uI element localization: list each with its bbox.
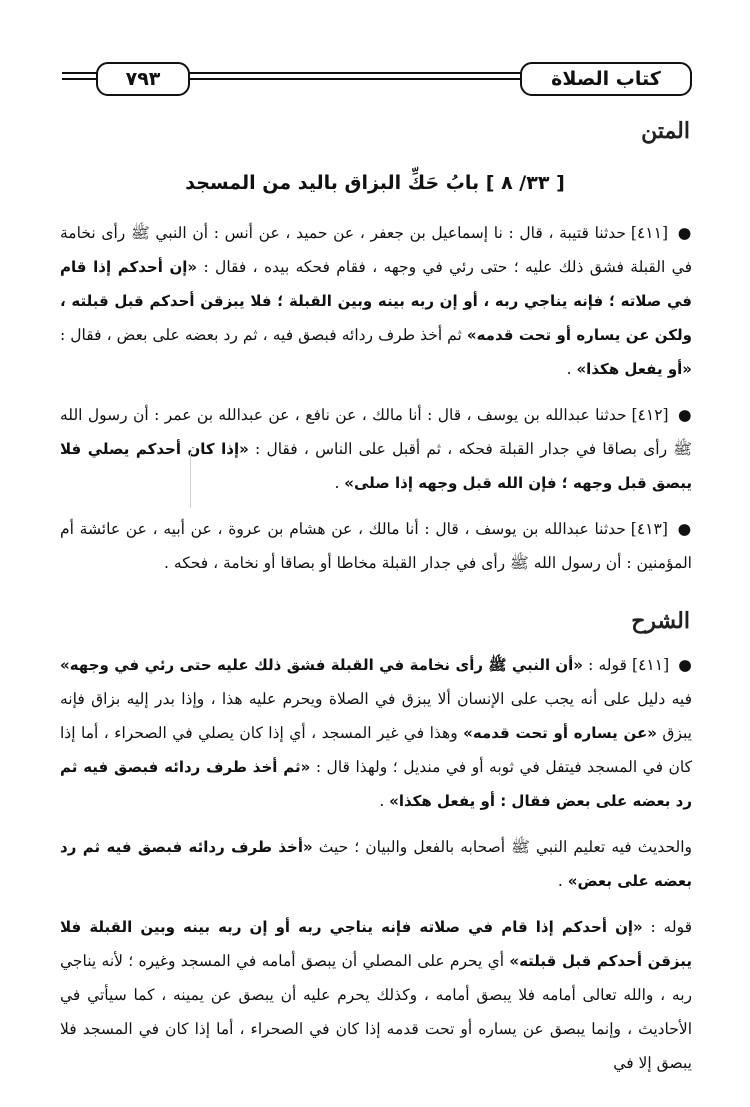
sharh-section [60, 648, 692, 1080]
page-header [62, 62, 692, 94]
bullet-icon: ● [678, 656, 693, 674]
hadith-413: ● [٤١٣] حدثنا عبدالله بن يوسف ، قال : أنا مالك ، عن هشام بن عروة ، عن أبيه ، عن عائشة أم المؤمنين : أن رسول الله ﷺ رأى في جدار القبلة مخاطا أو بصاقا أو نخامة ، فحكه . [60, 520, 692, 572]
hadith-411: ● [٤١١] حدثنا قتيبة ، قال : نا إسماعيل بن جعفر ، عن حميد ، عن أنس : أن النبي ﷺ رأى نخامة في القبلة فشق ذلك عليه ؛ حتى رئي في وجهه ، فقام فحكه بيده ، فقال : «إن أحدكم إذا قام في صلاته ؛ فإنه يناجي ربه ، أو إن ربه بينه وبين القبلة ؛ فلا يبزقن أحدكم قبل قبلته ، ولكن عن يساره أو تحت قدمه» ثم أخذ طرف ردائه فبصق فيه ، ثم رد بعضه على بعض ، فقال : «أو يفعل هكذا» . [60, 224, 692, 378]
matn-section [60, 216, 692, 580]
sharh-label: الشرح [631, 608, 690, 634]
chapter-title: [ ٣٣/ ٨ ] بابُ حَكِّ البزاق باليد من المسجد [185, 172, 565, 194]
bullet-icon: ● [677, 520, 692, 538]
bullet-icon: ● [677, 224, 692, 242]
column-divider [190, 452, 191, 508]
book-title: كتاب الصلاة [520, 62, 692, 96]
matn-label: المتن [641, 118, 690, 144]
hadith-412: ● [٤١٢] حدثنا عبدالله بن يوسف ، قال : أنا مالك ، عن نافع ، عن عبدالله بن عمر : أن رسول الله ﷺ رأى بصاقا في جدار القبلة فحكه ، ثم أقبل على الناس ، فقال : «إذا كان أحدكم يصلي فلا يبصق قبل وجهه ؛ فإن الله قبل وجهه إذا صلى» . [60, 406, 692, 492]
sharh-411: ● [٤١١] قوله : «أن النبي ﷺ رأى نخامة في القبلة فشق ذلك عليه حتى رئي في وجهه» فيه دليل على أنه يجب على الإنسان ألا يبزق في الصلاة ويحرم عليه هذا ، وإذا بدر إليه بزاق فإنه يبزق «عن يساره أو تحت قدمه» وهذا في غير المسجد ، أي إذا كان يصلي في الصحراء ، أما إذا كان في المسجد فيتفل في ثوبه أو في منديل ؛ ولهذا قال : «ثم أخذ طرف ردائه فبصق فيه ثم رد بعضه على بعض فقال : أو يفعل هكذا» . [60, 656, 693, 810]
sharh-paragraph: قوله : «إن أحدكم إذا قام في صلاته فإنه يناجي ربه أو إن ربه بينه وبين القبلة فلا يبزقن أحدكم قبل قبلته» أي يحرم على المصلي أن يبصق أمامه في المسجد وغيره ؛ لأنه يناجي ربه ، والله تعالى أمامه فلا يبصق أمامه ، وكذلك يحرم عليه أن يبصق عن يمينه ، كما سيأتي في الأحاديث ، وإنما يبصق عن يساره أو تحت قدمه إذا كان في الصحراء ، أما إذا كان في المسجد فلا يبصق إلا في [60, 918, 692, 1072]
page-number: ٧٩٣ [96, 62, 190, 96]
sharh-paragraph: والحديث فيه تعليم النبي ﷺ أصحابه بالفعل والبيان ؛ حيث «أخذ طرف ردائه فبصق فيه ثم رد بعضه على بعض» . [60, 838, 692, 890]
bullet-icon: ● [678, 406, 692, 424]
